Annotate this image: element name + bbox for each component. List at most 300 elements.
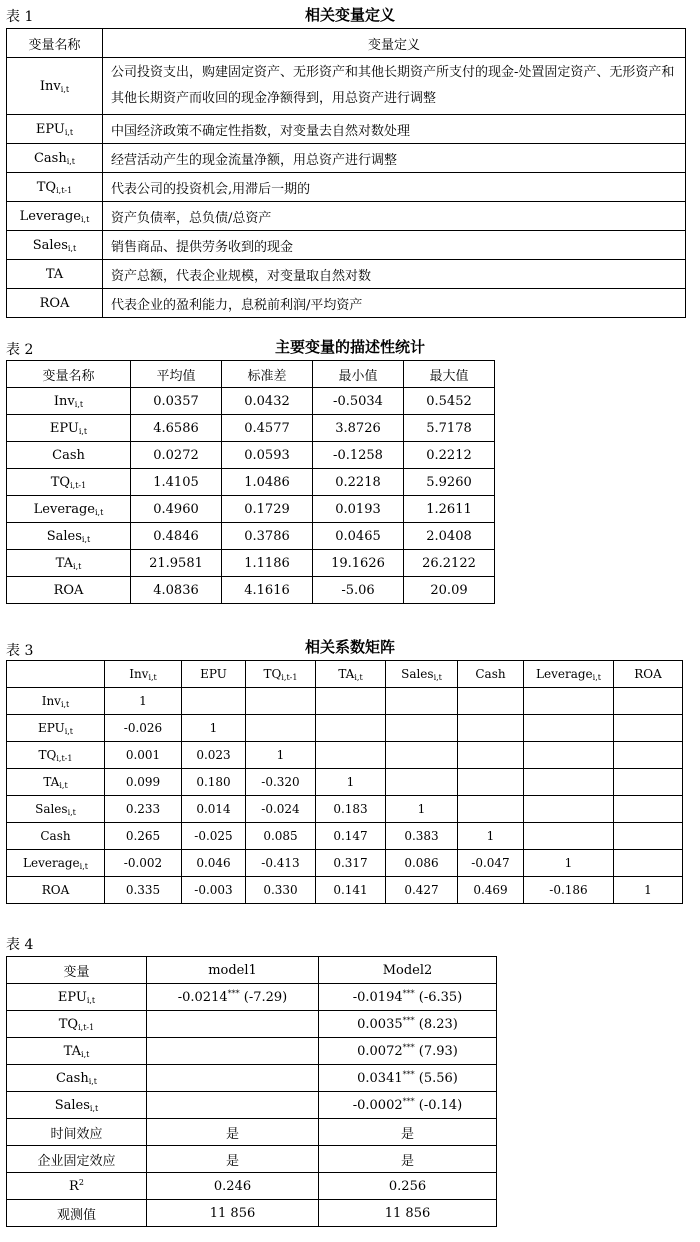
table3-empty-cell: [614, 688, 683, 715]
table3-var-subscript: i,t: [64, 726, 74, 736]
table2-var-subscript: i,t: [78, 426, 88, 436]
table3-header-name: Cash: [475, 667, 506, 681]
table4-m1-cell: [147, 984, 319, 1011]
table2-value: 4.1616: [222, 577, 313, 604]
table2-row: [7, 550, 495, 577]
table3-var-cell: [7, 769, 105, 796]
table3-header-subscript: i,t: [148, 672, 157, 682]
table2-value: 0.4577: [222, 415, 313, 442]
table1-var-subscript: i,t: [81, 214, 90, 224]
table2-value: 5.9260: [404, 469, 495, 496]
table4-header-cell: Model2: [319, 957, 497, 984]
table3-header-subscript: i,t: [433, 672, 442, 682]
table2-value: 0.3786: [222, 523, 313, 550]
table1-row: [7, 260, 686, 289]
table2-label: 表 2: [6, 342, 34, 358]
table3-header-name: Sales: [401, 666, 434, 681]
table2-value: 1.4105: [131, 469, 222, 496]
table3-var-name: ROA: [41, 883, 70, 897]
table4-significance-stars: ***: [227, 989, 240, 998]
table3-var-subscript: i,t: [67, 807, 76, 817]
table1-var-cell: [7, 173, 103, 202]
table2-value: 0.0432: [222, 388, 313, 415]
table3-var-name: TQ: [38, 747, 57, 762]
table4-t-statistic: (-6.35): [418, 990, 463, 1005]
table4-t-statistic: (7.93): [418, 1044, 458, 1059]
table1-var-subscript: i,t: [67, 243, 77, 253]
table2-value: 0.5452: [404, 388, 495, 415]
table3-var-subscript: i,t-1: [56, 753, 73, 763]
table1-var-subscript: i,t: [60, 84, 70, 94]
table2-var-name: Inv: [53, 393, 75, 409]
table4-row: [7, 1092, 497, 1119]
table4-var-name: TA: [63, 1043, 82, 1059]
table3-empty-cell: [614, 850, 683, 877]
table4-m1-cell: [147, 1200, 319, 1227]
table2-var-name: EPU: [49, 420, 79, 436]
table1-var-cell: [7, 144, 103, 173]
table2-descriptive-stats: [6, 360, 495, 604]
table3-value: -0.413: [246, 850, 316, 877]
table1-var-name: Inv: [39, 78, 61, 94]
table3-value: -0.025: [182, 823, 246, 850]
table4-var-subscript: i,t: [88, 1076, 98, 1086]
table2-value: 1.2611: [404, 496, 495, 523]
table3-empty-cell: [386, 688, 458, 715]
table1-var-cell: [7, 202, 103, 231]
table2-var-subscript: i,t: [73, 561, 82, 571]
table3-value: 0.469: [458, 877, 524, 904]
table4-row: [7, 1173, 497, 1200]
table3-value: 1: [182, 715, 246, 742]
table4-coefficient: 0.0035: [357, 1017, 403, 1032]
table4-m2-cell: [319, 1065, 497, 1092]
table2-header-cell: 最小值: [313, 361, 404, 388]
table3-header-cell: [246, 661, 316, 688]
table4-label: 表 4: [6, 937, 34, 953]
table4-var-cell: [7, 1038, 147, 1065]
table2-value: 0.0357: [131, 388, 222, 415]
table4-coefficient: 是: [225, 1126, 239, 1142]
table2-header-cell: 最大值: [404, 361, 495, 388]
table3-header-subscript: i,t: [592, 672, 601, 682]
table3-empty-cell: [316, 688, 386, 715]
table2-var-cell: [7, 496, 131, 523]
table4-var-name: Sales: [54, 1097, 90, 1113]
table4-coefficient: -0.0214: [177, 990, 228, 1005]
table2-value: -0.5034: [313, 388, 404, 415]
table3-empty-cell: [614, 823, 683, 850]
table1-var-name: Leverage: [19, 208, 81, 224]
table3-row: [7, 715, 683, 742]
table3-empty-cell: [524, 823, 614, 850]
table3-header-name: TQ: [263, 666, 282, 681]
table3-row: [7, 850, 683, 877]
table4-var-name: 企业固定效应: [37, 1153, 116, 1169]
table3-header-name: Inv: [129, 666, 149, 681]
table3-value: -0.047: [458, 850, 524, 877]
table2-var-name: ROA: [53, 582, 84, 598]
table4-coefficient: 0.246: [213, 1178, 252, 1194]
table3-value: -0.003: [182, 877, 246, 904]
table3-empty-cell: [246, 715, 316, 742]
table1-var-subscript: i,t: [66, 156, 76, 166]
table4-m1-cell: [147, 1146, 319, 1173]
table2-value: 4.0836: [131, 577, 222, 604]
table3-empty-cell: [458, 796, 524, 823]
table3-var-subscript: i,t: [59, 780, 68, 790]
table2-var-name: Cash: [52, 447, 85, 463]
table3-empty-cell: [524, 688, 614, 715]
table1-definition: 公司投资支出，购建固定资产、无形资产和其他长期资产所支付的现金-处置固定资产、无形资产和其他长期资产而收回的现金净额得到，用总资产进行调整: [103, 58, 686, 115]
table3-value: -0.186: [524, 877, 614, 904]
table3-value: 0.085: [246, 823, 316, 850]
table2-value: 0.0272: [131, 442, 222, 469]
table2-value: 1.1186: [222, 550, 313, 577]
table4-coefficient: 11 856: [384, 1205, 431, 1221]
table3-value: 0.180: [182, 769, 246, 796]
table2-value: 26.2122: [404, 550, 495, 577]
table2-value: 0.0193: [313, 496, 404, 523]
table1-var-name: EPU: [35, 121, 65, 137]
table2-value: 4.6586: [131, 415, 222, 442]
table3-empty-cell: [386, 769, 458, 796]
table4-m2-cell: [319, 1038, 497, 1065]
table3-var-name: TA: [43, 774, 60, 789]
table4-var-name: R: [69, 1179, 79, 1194]
table2-value: 5.7178: [404, 415, 495, 442]
table1-var-cell: [7, 115, 103, 144]
table1-var-subscript: i,t: [64, 127, 74, 137]
table3-header-name: EPU: [200, 667, 227, 681]
table4-header-row: [7, 957, 497, 984]
table1-var-name: TA: [45, 266, 64, 282]
table4-var-name: 时间效应: [50, 1126, 103, 1142]
table2-row: [7, 388, 495, 415]
table3-row: [7, 742, 683, 769]
table2-var-subscript: i,t: [81, 534, 91, 544]
table2-value: 0.2212: [404, 442, 495, 469]
table4-m2-cell: [319, 1092, 497, 1119]
table3-value: 1: [458, 823, 524, 850]
table3-empty-cell: [316, 742, 386, 769]
table4-m2-cell: [319, 1119, 497, 1146]
table2-value: 0.0465: [313, 523, 404, 550]
table4-row: [7, 1146, 497, 1173]
table4-row: [7, 1038, 497, 1065]
table2-var-name: Leverage: [33, 501, 95, 517]
table2-var-cell: [7, 469, 131, 496]
table2-header-cell: 变量名称: [7, 361, 131, 388]
table4-body: [7, 957, 497, 1227]
table3-header-row: [7, 661, 683, 688]
table1-var-subscript: i,t-1: [56, 185, 73, 195]
table2-value: 0.2218: [313, 469, 404, 496]
table1-definition: 代表公司的投资机会,用滞后一期的: [103, 173, 686, 202]
table2-row: [7, 415, 495, 442]
table2-row: [7, 496, 495, 523]
table3-empty-cell: [614, 769, 683, 796]
table4-row: [7, 1119, 497, 1146]
table3-value: 1: [246, 742, 316, 769]
table3-value: 0.023: [182, 742, 246, 769]
table2-value: 2.0408: [404, 523, 495, 550]
table1-definition: 代表企业的盈利能力，息税前利润/平均资产: [103, 289, 686, 318]
table3-value: 0.317: [316, 850, 386, 877]
table1-var-name: TQ: [36, 179, 57, 195]
table3-correlation-matrix: [6, 660, 683, 904]
table3-empty-cell: [458, 715, 524, 742]
table4-var-subscript: i,t: [86, 995, 96, 1005]
table3-value: 1: [386, 796, 458, 823]
table3-header-cell: [524, 661, 614, 688]
table1-header-definition: 变量定义: [103, 29, 686, 58]
table1-variable-definitions: [6, 28, 686, 318]
table1-definition: 中国经济政策不确定性指数，对变量去自然对数处理: [103, 115, 686, 144]
table3-value: 0.335: [105, 877, 182, 904]
table2-var-cell: [7, 523, 131, 550]
table2-var-cell: [7, 550, 131, 577]
table4-header-cell: model1: [147, 957, 319, 984]
table3-var-name: Leverage: [23, 855, 80, 870]
table4-var-name: Cash: [55, 1070, 89, 1086]
table4-t-statistic: (5.56): [418, 1071, 458, 1086]
table1-definition: 经营活动产生的现金流量净额，用总资产进行调整: [103, 144, 686, 173]
table4-coefficient: 0.0341: [357, 1071, 403, 1086]
table1-row: [7, 58, 686, 115]
table3-row: [7, 796, 683, 823]
table3-value: 0.233: [105, 796, 182, 823]
table3-header-cell: [386, 661, 458, 688]
table4-row: [7, 1011, 497, 1038]
table3-value: 1: [524, 850, 614, 877]
table1-definition: 销售商品、提供劳务收到的现金: [103, 231, 686, 260]
table1-header-row: [7, 29, 686, 58]
table3-header-subscript: i,t: [354, 672, 363, 682]
table4-coefficient: -0.0194: [352, 990, 403, 1005]
table4-m2-cell: [319, 1146, 497, 1173]
table2-value: 3.8726: [313, 415, 404, 442]
table4-var-cell: [7, 984, 147, 1011]
table3-title: 相关系数矩阵: [304, 638, 395, 656]
table2-row: [7, 469, 495, 496]
table3-empty-cell: [386, 742, 458, 769]
table3-var-cell: [7, 742, 105, 769]
table3-empty-cell: [182, 688, 246, 715]
table2-value: 1.0486: [222, 469, 313, 496]
table4-m1-cell: [147, 1119, 319, 1146]
table4-var-subscript: i,t: [89, 1103, 99, 1113]
table2-value: 0.4960: [131, 496, 222, 523]
table3-empty-cell: [458, 742, 524, 769]
table3-header-name: ROA: [634, 667, 662, 681]
table4-var-name: TQ: [58, 1016, 79, 1032]
table4-t-statistic: (-7.29): [243, 990, 288, 1005]
table2-row: [7, 523, 495, 550]
table3-header-cell: [105, 661, 182, 688]
table4-m1-cell: [147, 1065, 319, 1092]
table3-var-name: EPU: [37, 720, 65, 735]
table3-var-subscript: i,t: [60, 699, 70, 709]
table2-body: [7, 361, 495, 604]
table3-row: [7, 688, 683, 715]
table4-var-cell: [7, 1065, 147, 1092]
table3-var-cell: [7, 877, 105, 904]
table4-row: [7, 1065, 497, 1092]
table4-var-name: EPU: [57, 989, 87, 1005]
table1-definition: 资产总额，代表企业规模，对变量取自然对数: [103, 260, 686, 289]
table3-value: 0.265: [105, 823, 182, 850]
table2-title: 主要变量的描述性统计: [274, 338, 425, 356]
table3-header-name: Leverage: [536, 666, 593, 681]
table4-coefficient: 是: [400, 1153, 414, 1169]
table3-value: 1: [105, 688, 182, 715]
table4-var-cell: [7, 1146, 147, 1173]
table4-coefficient: 0.0072: [357, 1044, 403, 1059]
table2-var-name: TA: [55, 555, 74, 571]
table4-m2-cell: [319, 984, 497, 1011]
table4-coefficient: 11 856: [209, 1205, 256, 1221]
table1-row: [7, 231, 686, 260]
table1-var-name: Sales: [32, 237, 68, 253]
table3-value: 1: [316, 769, 386, 796]
table4-regression-results: [6, 956, 497, 1227]
table4-coefficient: 是: [400, 1126, 414, 1142]
table3-empty-cell: [614, 715, 683, 742]
table4-m2-cell: [319, 1173, 497, 1200]
table1-var-cell: [7, 289, 103, 318]
table3-empty-cell: [386, 715, 458, 742]
table3-value: 1: [614, 877, 683, 904]
table4-var-cell: [7, 1200, 147, 1227]
table3-value: 0.086: [386, 850, 458, 877]
table4-var-subscript: i,t-1: [78, 1022, 95, 1032]
table4-m1-cell: [147, 1011, 319, 1038]
table4-var-name: 观测值: [56, 1207, 96, 1223]
table2-var-cell: [7, 442, 131, 469]
table4-significance-stars: ***: [402, 1097, 415, 1106]
table3-empty-cell: [524, 769, 614, 796]
table1-row: [7, 289, 686, 318]
table4-var-cell: [7, 1119, 147, 1146]
table3-var-cell: [7, 850, 105, 877]
table3-var-name: Sales: [35, 801, 68, 816]
table1-label: 表 1: [6, 9, 34, 25]
table4-t-statistic: (-0.14): [418, 1098, 463, 1113]
table4-significance-stars: ***: [402, 1070, 415, 1079]
table3-value: 0.383: [386, 823, 458, 850]
table4-significance-stars: ***: [402, 1043, 415, 1052]
table1-body: [7, 29, 686, 318]
table1-definition: 资产负债率，总负债/总资产: [103, 202, 686, 231]
table3-header-cell: [316, 661, 386, 688]
table1-row: [7, 115, 686, 144]
table3-row: [7, 823, 683, 850]
table4-coefficient: 是: [225, 1153, 239, 1169]
table2-var-cell: [7, 388, 131, 415]
table3-value: 0.014: [182, 796, 246, 823]
table1-var-name: ROA: [39, 295, 70, 311]
table3-empty-cell: [614, 742, 683, 769]
table3-value: 0.330: [246, 877, 316, 904]
table4-row: [7, 984, 497, 1011]
table4-var-cell: [7, 1011, 147, 1038]
table3-value: 0.147: [316, 823, 386, 850]
table3-var-cell: [7, 796, 105, 823]
table1-header-varname: 变量名称: [7, 29, 103, 58]
table3-value: 0.141: [316, 877, 386, 904]
table3-var-cell: [7, 715, 105, 742]
table3-empty-cell: [614, 796, 683, 823]
table3-row: [7, 877, 683, 904]
table2-var-name: TQ: [50, 474, 71, 490]
table2-var-cell: [7, 577, 131, 604]
table4-var-cell: [7, 1092, 147, 1119]
table1-title: 相关变量定义: [304, 6, 395, 24]
table3-body: [7, 661, 683, 904]
table2-var-subscript: i,t: [95, 507, 104, 517]
table4-var-cell: [7, 1173, 147, 1200]
table2-value: -5.06: [313, 577, 404, 604]
table2-header-row: [7, 361, 495, 388]
table4-t-statistic: (8.23): [418, 1017, 458, 1032]
table2-value: 0.4846: [131, 523, 222, 550]
table3-header-cell: [614, 661, 683, 688]
table4-significance-stars: ***: [402, 1016, 415, 1025]
table4-m1-cell: [147, 1092, 319, 1119]
table2-var-cell: [7, 415, 131, 442]
table2-value: 0.1729: [222, 496, 313, 523]
table2-value: 0.0593: [222, 442, 313, 469]
table3-value: -0.320: [246, 769, 316, 796]
table3-header-name: TA: [338, 666, 355, 681]
table3-value: 0.099: [105, 769, 182, 796]
table3-empty-cell: [246, 688, 316, 715]
table3-corner-cell: [7, 661, 105, 688]
table1-row: [7, 173, 686, 202]
table3-var-subscript: i,t: [79, 861, 88, 871]
table2-row: [7, 577, 495, 604]
table1-row: [7, 202, 686, 231]
table2-var-subscript: i,t-1: [70, 480, 87, 490]
table2-value: 21.9581: [131, 550, 222, 577]
table3-value: 0.183: [316, 796, 386, 823]
table4-m2-cell: [319, 1200, 497, 1227]
table3-value: -0.024: [246, 796, 316, 823]
table3-empty-cell: [316, 715, 386, 742]
table3-empty-cell: [458, 769, 524, 796]
table1-var-name: Cash: [33, 150, 67, 166]
table2-var-subscript: i,t: [74, 399, 84, 409]
table1-var-cell: [7, 260, 103, 289]
table3-var-cell: [7, 823, 105, 850]
table3-empty-cell: [524, 796, 614, 823]
table4-var-superscript: 2: [78, 1178, 84, 1187]
table3-value: -0.026: [105, 715, 182, 742]
table2-value: 20.09: [404, 577, 495, 604]
table1-row: [7, 144, 686, 173]
table3-empty-cell: [524, 715, 614, 742]
table2-header-cell: 平均值: [131, 361, 222, 388]
table1-var-cell: [7, 58, 103, 115]
table2-row: [7, 442, 495, 469]
table4-header-cell: 变量: [7, 957, 147, 984]
table4-m2-cell: [319, 1011, 497, 1038]
table2-var-name: Sales: [46, 528, 82, 544]
table3-value: 0.001: [105, 742, 182, 769]
table3-value: -0.002: [105, 850, 182, 877]
table3-var-cell: [7, 688, 105, 715]
